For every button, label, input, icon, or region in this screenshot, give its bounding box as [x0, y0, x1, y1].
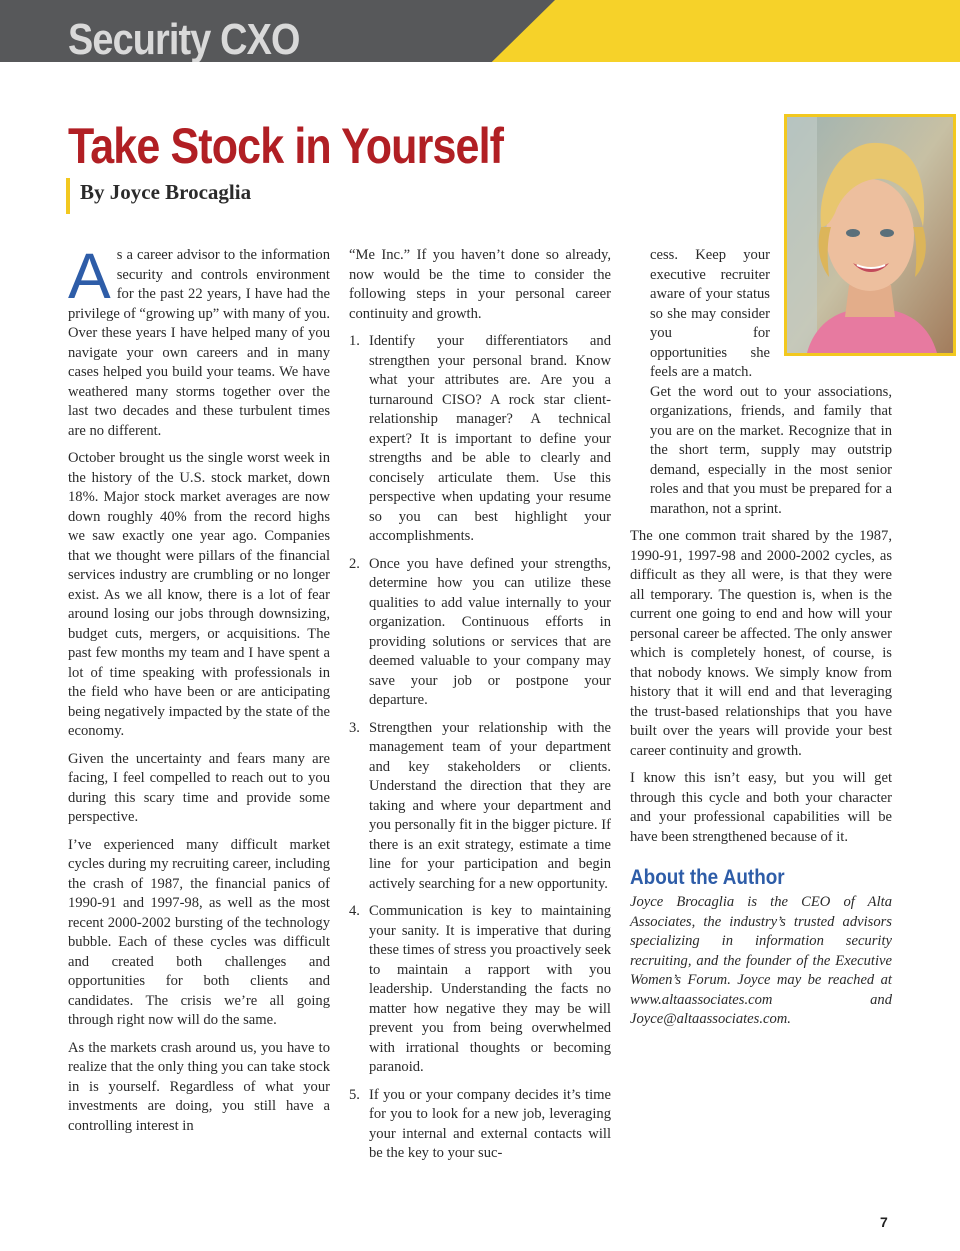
- list-item-text: Identify your differentiators and strengthen your personal brand. Know what your attributes are. Are you a turnaround CISO? A rock star client-relationship manager? A technical expert? It is important to define your strengths and be able to clearly and concisely articulate them. Use this perspective when updating your resume so you can best highlight your accomplishments.: [369, 333, 611, 544]
- paragraph: “Me Inc.” If you haven’t done so already, now would be the time to consider the following steps in your personal career continuity and growth.: [349, 247, 611, 322]
- list-item: [349, 332, 611, 547]
- career-steps-list: [349, 332, 611, 1164]
- about-author-text: Joyce Brocaglia is the CEO of Alta Associates, the industry’s trusted advisors specializing in information security recruiting, and the founder of the Executive Women’s Forum. Joyce may be reached at www.altaassociates.com and Joyce@altaassociates.com.: [630, 894, 892, 1027]
- article-column-2: [349, 246, 611, 1172]
- author-byline: By Joyce Brocaglia: [80, 180, 252, 204]
- list-number: 5.: [349, 1086, 360, 1103]
- list-item-text: Once you have defined your strengths, determine how you can utilize these qualities to add value internally to your organization. Continuous efforts in providing solutions or services that are deemed valuable to your company may save your job or postpone your departure.: [369, 555, 611, 708]
- list-number: 3.: [349, 719, 360, 736]
- drop-cap: A: [68, 240, 111, 312]
- article-column-1: [68, 240, 331, 1144]
- article-column-3: [630, 246, 892, 1038]
- section-banner: [0, 0, 960, 62]
- list-continuation: [630, 246, 892, 519]
- list-number: 1.: [349, 333, 360, 349]
- list-item-text: Communication is key to maintaining your sanity. It is imperative that during these times of stress you proactively seek to maintain a rapport with you leadership. Understanding the facts no matter how negative they may be will prevent you from being overwhelmed with irrational thoughts or becoming paranoid.: [369, 903, 611, 1075]
- list-number: 2.: [349, 555, 360, 572]
- list-item: [349, 1086, 611, 1164]
- list-item: [349, 555, 611, 711]
- article-title: Take Stock in Yourself: [68, 118, 504, 174]
- list-item-text: Strengthen your relationship with the management team of your department and key stakeholders or clients. Understand the direction that they are taking and where your department and you personally fit in the bigger picture. If there is an exit strategy, estimate a time line for your participation and begin actively searching for a new opportunity.: [369, 719, 611, 892]
- paragraph: The one common trait shared by the 1987, 1990-91, 1997-98 and 2000-2002 cycles, as difficult as they all were, is that they were all temporary. The question is, when is the current one going to end and how will your personal career be affected. The only answer which is completely honest, of course, is that nobody knows. We simply know from history that it will end and that leveraging the trust-based relationships that you have built over the years will provide your best career continuity and growth.: [630, 528, 892, 759]
- byline-accent-bar: [66, 178, 70, 214]
- paragraph: As the markets crash around us, you have to realize that the only thing you can take stock in is yourself. Regardless of what your investments are doing, you still have a controlling interest in: [68, 1039, 330, 1134]
- paragraph: October brought us the single worst week in the history of the U.S. stock market, down 18%. Major stock market averages are now down roughly 40% from the record highs we saw exactly one year ago. Companies that we thought were pillars of the financial services industry are crumbling or no longer exist. As we all know, there is a lot of fear around losing our jobs through downsizing, budget cuts, mergers, or acquisitions. The past few months my team and I have spent a lot of time speaking with professionals in the field who have been or are anticipating being negatively impacted by the state of the economy.: [68, 450, 330, 739]
- paragraph: Given the uncertainty and fears many are facing, I feel compelled to reach out to you during this scary time and provide some perspective.: [68, 750, 330, 825]
- section-title: Security CXO: [68, 15, 300, 62]
- list-continuation-narrow: cess. Keep your executive recruiter aware of your status so she may consider you for opportunities she feels are a match.: [650, 247, 770, 380]
- list-item: [349, 902, 611, 1078]
- list-continuation-text: Get the word out to your associations, organizations, friends, and family that you are on the market. Recognize that in the short term, supply may outstrip demand, especially in the most senior roles and that you must be prepared for a marathon, not a sprint.: [650, 383, 892, 517]
- list-number: 4.: [349, 903, 360, 919]
- page-number: 7: [880, 1214, 888, 1230]
- list-item: [349, 719, 611, 895]
- list-item-text: If you or your company decides it’s time for you to look for a new job, leveraging your internal and external contacts will be the key to your suc-: [369, 1086, 611, 1161]
- about-author-heading: About the Author: [630, 866, 785, 889]
- paragraph: I’ve experienced many difficult market cycles during my recruiting career, including the crash of 1987, the financial panics of 1990-91 and 1997-98, as well as the most recent 2000-2002 bursting of the technology bubble. Each of these cycles was difficult and created both challenges and opportunities for both clients and candidates. The crisis we’re all going through right now will do the same.: [68, 836, 331, 1028]
- paragraph: I know this isn’t easy, but you will get through this cycle and both your character and your professional capabilities will be have been strengthened because of it.: [630, 770, 892, 845]
- paragraph: [68, 240, 330, 441]
- paragraph-text: s a career advisor to the information security and controls environment for the past 22 years, I have had the privilege of “growing up” with many of you. Over these years I have helped many of you navigate your own careers and in many cases helped you build your teams. We have weathered many storms together over the last two decades and these turbulent times are no different.: [68, 247, 330, 439]
